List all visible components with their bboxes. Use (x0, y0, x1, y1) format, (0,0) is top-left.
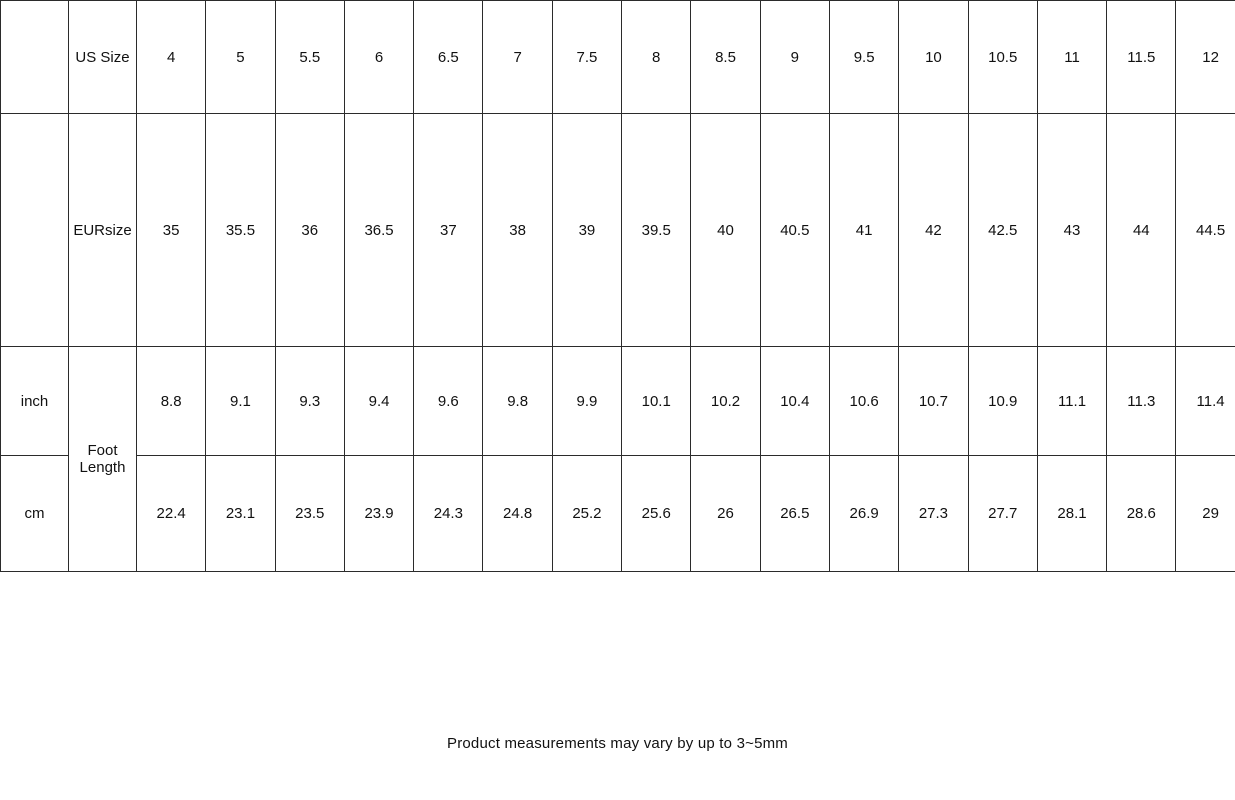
cell-foot-length-inch: 11.4 (1176, 347, 1235, 456)
cell-us-size: 9 (760, 1, 829, 114)
cell-us-size: 8 (622, 1, 691, 114)
cell-foot-length-cm: 24.8 (483, 456, 552, 572)
row-header-us-size: US Size (69, 1, 137, 114)
cell-us-size: 11.5 (1107, 1, 1176, 114)
cell-foot-length-cm: 27.3 (899, 456, 968, 572)
cell-foot-length-inch: 11.3 (1107, 347, 1176, 456)
spacer-cell (1, 1, 69, 114)
cell-us-size: 5 (206, 1, 275, 114)
unit-label-inch: inch (1, 347, 69, 456)
unit-label-cm: cm (1, 456, 69, 572)
cell-eur-size: 38 (483, 114, 552, 347)
cell-foot-length-inch: 9.3 (275, 347, 344, 456)
cell-us-size: 6 (344, 1, 413, 114)
cell-foot-length-cm: 24.3 (414, 456, 483, 572)
cell-eur-size: 39 (552, 114, 621, 347)
cell-foot-length-cm: 29 (1176, 456, 1235, 572)
cell-foot-length-cm: 27.7 (968, 456, 1037, 572)
cell-foot-length-inch: 10.1 (622, 347, 691, 456)
table-row-eur-size (1, 114, 1235, 347)
spacer-cell (1, 114, 69, 347)
cell-us-size: 9.5 (829, 1, 898, 114)
cell-foot-length-inch: 8.8 (137, 347, 206, 456)
cell-us-size: 10 (899, 1, 968, 114)
cell-foot-length-inch: 11.1 (1037, 347, 1106, 456)
cell-us-size: 12 (1176, 1, 1235, 114)
cell-foot-length-inch: 10.6 (829, 347, 898, 456)
cell-eur-size: 44 (1107, 114, 1176, 347)
cell-eur-size: 35 (137, 114, 206, 347)
cell-foot-length-inch: 9.9 (552, 347, 621, 456)
cell-foot-length-cm: 22.4 (137, 456, 206, 572)
cell-eur-size: 39.5 (622, 114, 691, 347)
cell-eur-size: 42.5 (968, 114, 1037, 347)
cell-foot-length-cm: 23.5 (275, 456, 344, 572)
cell-foot-length-inch: 9.1 (206, 347, 275, 456)
table-row-us-size (1, 1, 1235, 114)
cell-us-size: 5.5 (275, 1, 344, 114)
cell-eur-size: 40 (691, 114, 760, 347)
cell-foot-length-cm: 26 (691, 456, 760, 572)
cell-foot-length-inch: 9.6 (414, 347, 483, 456)
cell-foot-length-cm: 26.9 (829, 456, 898, 572)
cell-foot-length-cm: 25.2 (552, 456, 621, 572)
cell-eur-size: 36 (275, 114, 344, 347)
cell-eur-size: 36.5 (344, 114, 413, 347)
cell-foot-length-cm: 26.5 (760, 456, 829, 572)
cell-foot-length-inch: 10.9 (968, 347, 1037, 456)
cell-foot-length-inch: 10.7 (899, 347, 968, 456)
cell-foot-length-inch: 10.2 (691, 347, 760, 456)
table-row-foot-length-cm (1, 456, 1235, 572)
cell-us-size: 8.5 (691, 1, 760, 114)
measurement-disclaimer: Product measurements may vary by up to 3~5mm (446, 735, 789, 752)
cell-foot-length-cm: 23.9 (344, 456, 413, 572)
cell-foot-length-cm: 28.1 (1037, 456, 1106, 572)
cell-foot-length-cm: 25.6 (622, 456, 691, 572)
row-header-eur-size: EURsize (69, 114, 137, 347)
cell-us-size: 4 (137, 1, 206, 114)
table-row-foot-length-inch (1, 347, 1235, 456)
cell-us-size: 7.5 (552, 1, 621, 114)
cell-eur-size: 37 (414, 114, 483, 347)
cell-eur-size: 44.5 (1176, 114, 1235, 347)
cell-us-size: 7 (483, 1, 552, 114)
cell-us-size: 10.5 (968, 1, 1037, 114)
cell-us-size: 6.5 (414, 1, 483, 114)
cell-foot-length-cm: 28.6 (1107, 456, 1176, 572)
cell-eur-size: 42 (899, 114, 968, 347)
cell-us-size: 11 (1037, 1, 1106, 114)
cell-eur-size: 40.5 (760, 114, 829, 347)
cell-eur-size: 35.5 (206, 114, 275, 347)
cell-eur-size: 43 (1037, 114, 1106, 347)
cell-eur-size: 41 (829, 114, 898, 347)
cell-foot-length-inch: 10.4 (760, 347, 829, 456)
cell-foot-length-inch: 9.8 (483, 347, 552, 456)
row-header-foot-length: Foot Length (69, 347, 137, 572)
cell-foot-length-cm: 23.1 (206, 456, 275, 572)
cell-foot-length-inch: 9.4 (344, 347, 413, 456)
